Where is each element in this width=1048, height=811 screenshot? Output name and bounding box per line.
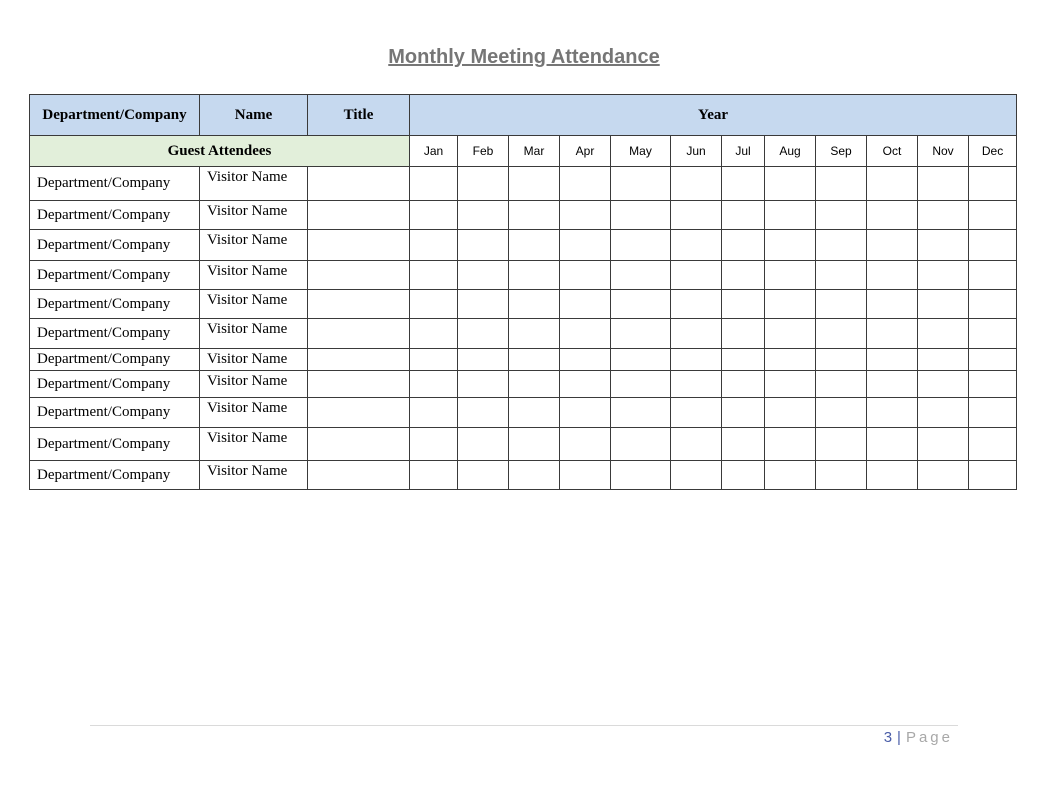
department-cell[interactable]: Department/Company [30, 428, 200, 461]
attendance-cell-dec[interactable] [969, 261, 1017, 290]
attendance-cell-apr[interactable] [560, 349, 611, 371]
attendance-cell-feb[interactable] [458, 167, 509, 201]
table-row [30, 398, 1017, 428]
attendance-cell-jul[interactable] [722, 201, 765, 230]
visitor-name-cell[interactable]: Visitor Name [200, 349, 308, 371]
attendance-cell-nov[interactable] [918, 461, 969, 490]
attendance-cell-oct[interactable] [867, 461, 918, 490]
attendance-cell-feb[interactable] [458, 290, 509, 319]
attendance-cell-nov[interactable] [918, 371, 969, 398]
attendance-cell-aug[interactable] [765, 371, 816, 398]
attendance-cell-may[interactable] [611, 261, 671, 290]
attendance-cell-dec[interactable] [969, 398, 1017, 428]
attendance-cell-sep[interactable] [816, 261, 867, 290]
attendance-cell-jul[interactable] [722, 398, 765, 428]
attendance-cell-aug[interactable] [765, 461, 816, 490]
visitor-name-cell[interactable]: Visitor Name [200, 319, 308, 349]
attendance-cell-apr[interactable] [560, 261, 611, 290]
attendance-cell-sep[interactable] [816, 167, 867, 201]
attendance-cell-apr[interactable] [560, 167, 611, 201]
attendance-cell-mar[interactable] [509, 319, 560, 349]
table-row [30, 428, 1017, 461]
visitor-name-cell[interactable]: Visitor Name [200, 290, 308, 319]
title-cell[interactable] [308, 371, 410, 398]
attendance-cell-mar[interactable] [509, 371, 560, 398]
attendance-cell-feb[interactable] [458, 398, 509, 428]
title-cell[interactable] [308, 461, 410, 490]
attendance-cell-aug[interactable] [765, 290, 816, 319]
page-label: Page [905, 729, 953, 746]
attendance-cell-dec[interactable] [969, 461, 1017, 490]
header-row [30, 95, 1017, 136]
footer-separator: | [897, 729, 901, 746]
department-cell[interactable]: Department/Company [30, 371, 200, 398]
attendance-cell-jul[interactable] [722, 371, 765, 398]
attendance-cell-aug[interactable] [765, 167, 816, 201]
table-row [30, 371, 1017, 398]
table-row [30, 261, 1017, 290]
attendance-cell-jul[interactable] [722, 167, 765, 201]
visitor-name-cell[interactable]: Visitor Name [200, 371, 308, 398]
attendance-cell-sep[interactable] [816, 319, 867, 349]
attendance-cell-jan[interactable] [410, 398, 458, 428]
attendance-cell-apr[interactable] [560, 201, 611, 230]
attendance-cell-nov[interactable] [918, 349, 969, 371]
department-cell[interactable]: Department/Company [30, 261, 200, 290]
attendance-cell-feb[interactable] [458, 261, 509, 290]
month-header-jul: Jul [722, 136, 765, 167]
attendance-cell-jun[interactable] [671, 230, 722, 261]
attendance-cell-mar[interactable] [509, 201, 560, 230]
attendance-cell-jun[interactable] [671, 167, 722, 201]
attendance-cell-may[interactable] [611, 201, 671, 230]
attendance-cell-nov[interactable] [918, 261, 969, 290]
department-cell[interactable]: Department/Company [30, 319, 200, 349]
department-cell[interactable]: Department/Company [30, 201, 200, 230]
title-cell[interactable] [308, 428, 410, 461]
attendance-cell-aug[interactable] [765, 349, 816, 371]
attendance-cell-jan[interactable] [410, 201, 458, 230]
attendance-cell-mar[interactable] [509, 349, 560, 371]
attendance-cell-jan[interactable] [410, 371, 458, 398]
month-header-apr: Apr [560, 136, 611, 167]
header-department: Department/Company [30, 95, 200, 136]
attendance-cell-may[interactable] [611, 371, 671, 398]
page-number: 3 [883, 729, 893, 746]
attendance-cell-jan[interactable] [410, 261, 458, 290]
header-name: Name [200, 95, 308, 136]
attendance-cell-nov[interactable] [918, 230, 969, 261]
attendance-cell-jun[interactable] [671, 201, 722, 230]
attendance-cell-apr[interactable] [560, 398, 611, 428]
attendance-cell-jan[interactable] [410, 428, 458, 461]
attendance-cell-oct[interactable] [867, 349, 918, 371]
attendance-cell-apr[interactable] [560, 319, 611, 349]
title-cell[interactable] [308, 261, 410, 290]
attendance-cell-apr[interactable] [560, 371, 611, 398]
attendance-cell-jul[interactable] [722, 230, 765, 261]
attendance-cell-jul[interactable] [722, 290, 765, 319]
attendance-cell-mar[interactable] [509, 290, 560, 319]
month-header-nov: Nov [918, 136, 969, 167]
month-header-may: May [611, 136, 671, 167]
attendance-cell-jan[interactable] [410, 167, 458, 201]
attendance-cell-jun[interactable] [671, 319, 722, 349]
attendance-cell-apr[interactable] [560, 290, 611, 319]
visitor-name-cell[interactable]: Visitor Name [200, 167, 308, 201]
attendance-cell-sep[interactable] [816, 230, 867, 261]
attendance-cell-jan[interactable] [410, 230, 458, 261]
attendance-cell-oct[interactable] [867, 398, 918, 428]
attendance-cell-feb[interactable] [458, 230, 509, 261]
attendance-cell-nov[interactable] [918, 201, 969, 230]
attendance-cell-jul[interactable] [722, 461, 765, 490]
attendance-cell-apr[interactable] [560, 428, 611, 461]
attendance-cell-mar[interactable] [509, 230, 560, 261]
attendance-cell-feb[interactable] [458, 201, 509, 230]
month-header-aug: Aug [765, 136, 816, 167]
department-cell[interactable]: Department/Company [30, 461, 200, 490]
attendance-cell-jun[interactable] [671, 398, 722, 428]
attendance-cell-sep[interactable] [816, 398, 867, 428]
title-cell[interactable] [308, 319, 410, 349]
guest-attendees-row [30, 136, 1017, 167]
attendance-cell-may[interactable] [611, 230, 671, 261]
attendance-cell-sep[interactable] [816, 461, 867, 490]
attendance-table [29, 94, 1017, 490]
title-cell[interactable] [308, 398, 410, 428]
attendance-cell-jan[interactable] [410, 319, 458, 349]
attendance-cell-aug[interactable] [765, 201, 816, 230]
attendance-cell-sep[interactable] [816, 428, 867, 461]
attendance-cell-jan[interactable] [410, 461, 458, 490]
visitor-name-cell[interactable]: Visitor Name [200, 398, 308, 428]
month-header-jan: Jan [410, 136, 458, 167]
table-row [30, 167, 1017, 201]
attendance-cell-sep[interactable] [816, 290, 867, 319]
attendance-cell-dec[interactable] [969, 201, 1017, 230]
attendance-cell-oct[interactable] [867, 201, 918, 230]
header-title: Title [308, 95, 410, 136]
attendance-cell-dec[interactable] [969, 167, 1017, 201]
attendance-cell-jun[interactable] [671, 461, 722, 490]
attendance-cell-dec[interactable] [969, 319, 1017, 349]
attendance-cell-mar[interactable] [509, 461, 560, 490]
attendance-cell-may[interactable] [611, 290, 671, 319]
attendance-cell-nov[interactable] [918, 319, 969, 349]
attendance-cell-feb[interactable] [458, 319, 509, 349]
department-cell[interactable]: Department/Company [30, 398, 200, 428]
attendance-cell-jan[interactable] [410, 349, 458, 371]
attendance-cell-oct[interactable] [867, 290, 918, 319]
attendance-cell-sep[interactable] [816, 349, 867, 371]
header-year: Year [410, 95, 1017, 136]
page-footer [884, 729, 953, 746]
month-header-mar: Mar [509, 136, 560, 167]
attendance-cell-feb[interactable] [458, 428, 509, 461]
month-header-oct: Oct [867, 136, 918, 167]
month-header-sep: Sep [816, 136, 867, 167]
visitor-name-cell[interactable]: Visitor Name [200, 261, 308, 290]
attendance-cell-nov[interactable] [918, 167, 969, 201]
attendance-cell-aug[interactable] [765, 319, 816, 349]
attendance-cell-jun[interactable] [671, 428, 722, 461]
attendance-cell-jan[interactable] [410, 290, 458, 319]
attendance-cell-jul[interactable] [722, 319, 765, 349]
table-row [30, 290, 1017, 319]
attendance-cell-jul[interactable] [722, 349, 765, 371]
attendance-cell-oct[interactable] [867, 230, 918, 261]
title-cell[interactable] [308, 349, 410, 371]
visitor-name-cell[interactable]: Visitor Name [200, 461, 308, 490]
department-cell[interactable]: Department/Company [30, 230, 200, 261]
attendance-cell-jun[interactable] [671, 261, 722, 290]
attendance-cell-may[interactable] [611, 428, 671, 461]
attendance-cell-may[interactable] [611, 319, 671, 349]
attendance-cell-jul[interactable] [722, 428, 765, 461]
footer-divider [90, 725, 958, 726]
attendance-cell-apr[interactable] [560, 230, 611, 261]
guest-attendees-label: Guest Attendees [30, 136, 410, 167]
attendance-cell-mar[interactable] [509, 261, 560, 290]
title-cell[interactable] [308, 167, 410, 201]
attendance-cell-oct[interactable] [867, 261, 918, 290]
table-row [30, 201, 1017, 230]
attendance-cell-dec[interactable] [969, 371, 1017, 398]
attendance-cell-may[interactable] [611, 461, 671, 490]
attendance-cell-mar[interactable] [509, 167, 560, 201]
month-header-feb: Feb [458, 136, 509, 167]
attendance-cell-jun[interactable] [671, 349, 722, 371]
table-row [30, 349, 1017, 371]
attendance-cell-nov[interactable] [918, 290, 969, 319]
visitor-name-cell[interactable]: Visitor Name [200, 428, 308, 461]
page-title: Monthly Meeting Attendance [388, 46, 660, 68]
attendance-cell-aug[interactable] [765, 230, 816, 261]
department-cell[interactable]: Department/Company [30, 290, 200, 319]
attendance-cell-dec[interactable] [969, 230, 1017, 261]
attendance-cell-mar[interactable] [509, 428, 560, 461]
attendance-cell-oct[interactable] [867, 167, 918, 201]
attendance-cell-may[interactable] [611, 349, 671, 371]
attendance-cell-apr[interactable] [560, 461, 611, 490]
visitor-name-cell[interactable]: Visitor Name [200, 201, 308, 230]
department-cell[interactable]: Department/Company [30, 349, 200, 371]
attendance-cell-sep[interactable] [816, 371, 867, 398]
attendance-cell-nov[interactable] [918, 398, 969, 428]
attendance-cell-nov[interactable] [918, 428, 969, 461]
attendance-cell-jun[interactable] [671, 290, 722, 319]
attendance-cell-jul[interactable] [722, 261, 765, 290]
title-cell[interactable] [308, 230, 410, 261]
attendance-cell-dec[interactable] [969, 428, 1017, 461]
table-row [30, 461, 1017, 490]
month-header-dec: Dec [969, 136, 1017, 167]
attendance-cell-oct[interactable] [867, 319, 918, 349]
table-row [30, 319, 1017, 349]
attendance-cell-mar[interactable] [509, 398, 560, 428]
visitor-name-cell[interactable]: Visitor Name [200, 230, 308, 261]
attendance-cell-sep[interactable] [816, 201, 867, 230]
attendance-cell-oct[interactable] [867, 428, 918, 461]
attendance-cell-dec[interactable] [969, 349, 1017, 371]
department-cell[interactable]: Department/Company [30, 167, 200, 201]
title-cell[interactable] [308, 290, 410, 319]
attendance-cell-feb[interactable] [458, 371, 509, 398]
attendance-cell-feb[interactable] [458, 461, 509, 490]
attendance-cell-dec[interactable] [969, 290, 1017, 319]
attendance-cell-jun[interactable] [671, 371, 722, 398]
attendance-cell-aug[interactable] [765, 398, 816, 428]
attendance-cell-aug[interactable] [765, 428, 816, 461]
attendance-cell-oct[interactable] [867, 371, 918, 398]
table-row [30, 230, 1017, 261]
attendance-cell-aug[interactable] [765, 261, 816, 290]
attendance-cell-may[interactable] [611, 167, 671, 201]
month-header-jun: Jun [671, 136, 722, 167]
attendance-cell-may[interactable] [611, 398, 671, 428]
title-cell[interactable] [308, 201, 410, 230]
attendance-cell-feb[interactable] [458, 349, 509, 371]
